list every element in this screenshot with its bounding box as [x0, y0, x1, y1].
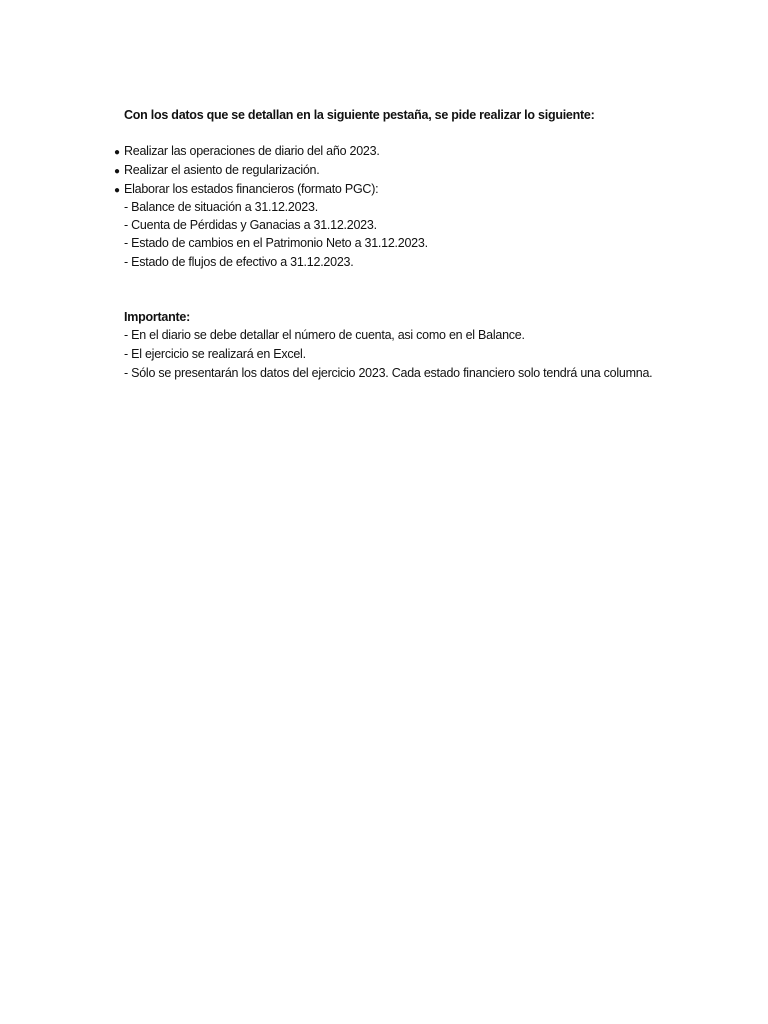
task-text: Realizar las operaciones de diario del año 2023.: [124, 144, 380, 158]
important-note: - En el diario se debe detallar el número de cuenta, asi como en el Balance.: [124, 328, 525, 342]
important-note-clip: [124, 364, 667, 382]
task-text: Elaborar los estados financieros (formato PGC):: [124, 182, 379, 196]
intro-text: Con los datos que se detallan en la siguiente pestaña, se pide realizar lo siguiente:: [124, 108, 595, 122]
task-item: [114, 142, 380, 162]
bullet-icon: ●: [114, 185, 120, 196]
important-note: - Sólo se presentarán los datos del ejercicio 2023. Cada estado financiero solo tendrá una columna.: [124, 366, 653, 380]
bullet-icon: ●: [114, 147, 120, 158]
bullet-icon: ●: [114, 166, 120, 177]
statement-item: - Estado de flujos de efectivo a 31.12.2023.: [124, 255, 354, 269]
task-item: [114, 161, 319, 181]
task-text: Realizar el asiento de regularización.: [124, 163, 320, 177]
statement-item: - Balance de situación a 31.12.2023.: [124, 200, 318, 214]
statement-item: - Estado de cambios en el Patrimonio Neto a 31.12.2023.: [124, 236, 428, 250]
important-heading: Importante:: [124, 310, 190, 324]
statement-item: - Cuenta de Pérdidas y Ganacias a 31.12.2023.: [124, 218, 377, 232]
task-item: [114, 180, 378, 200]
important-note: - El ejercicio se realizará en Excel.: [124, 347, 306, 361]
